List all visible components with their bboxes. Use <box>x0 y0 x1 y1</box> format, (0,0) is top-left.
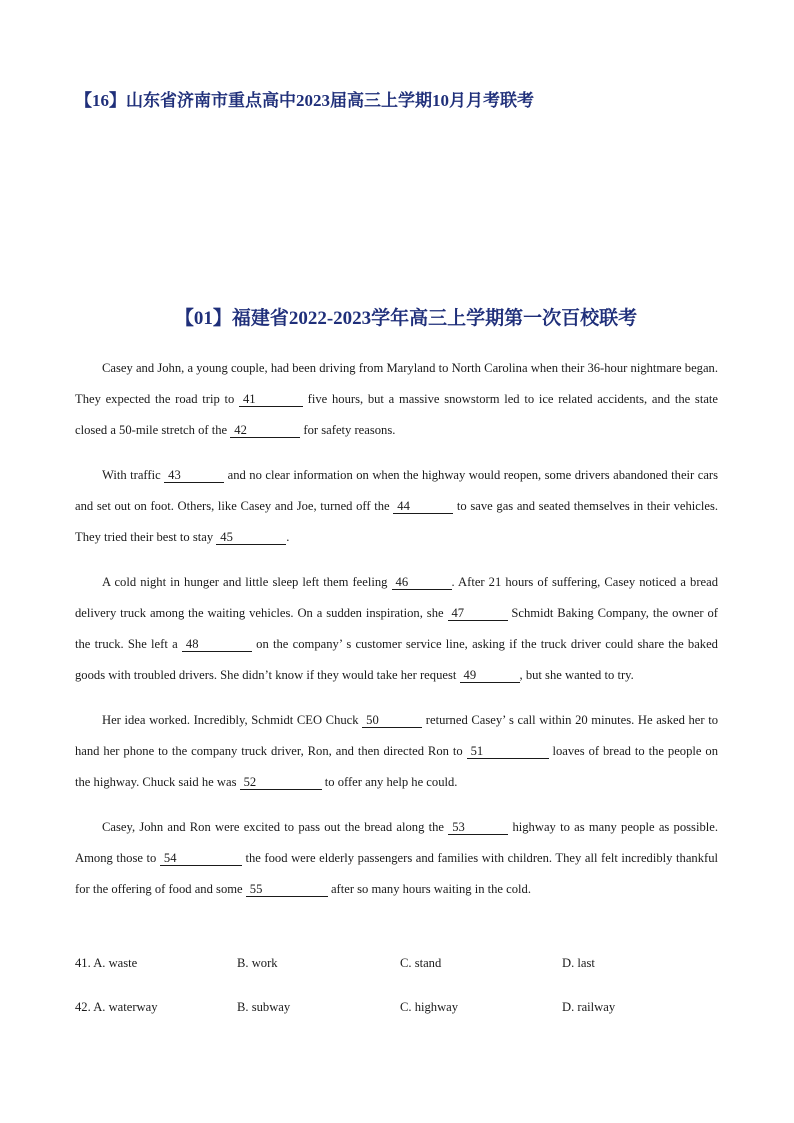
blank-43: 43 <box>164 468 224 483</box>
paragraph-text: the food were elderly passengers and families with children. They all felt incredibly thankful for the offering of food and some <box>75 851 718 896</box>
paragraph-text: With traffic <box>102 468 165 482</box>
paragraph-text: highway to as many people as possible. Among those to <box>75 820 718 865</box>
option-42-a: 42. A. waterway <box>75 1000 158 1014</box>
passage-paragraph-5 <box>75 812 718 905</box>
paragraph-text: . <box>286 530 290 544</box>
blank-52: 52 <box>240 775 322 790</box>
paragraph-text: and no clear information on when the highway would reopen, some drivers abandoned their cars and set out on foot. Others, like Casey and Joe, turned off the <box>75 468 718 513</box>
blank-42: 42 <box>230 423 300 438</box>
paragraph-text: returned Casey’ s call within 20 minutes. He asked her to hand her phone to the company truck driver, Ron, and then directed Ron to <box>75 713 718 758</box>
paragraph-text: on the company’ s customer service line, asking if the truck driver could share the baked goods with troubled drivers. She didn’t know if they would take her request <box>75 637 718 682</box>
blank-45: 45 <box>216 530 286 545</box>
blank-55: 55 <box>246 882 328 897</box>
blank-47: 47 <box>448 606 508 621</box>
blank-50: 50 <box>362 713 422 728</box>
paragraph-text: Her idea worked. Incredibly, Schmidt CEO Chuck <box>102 713 363 727</box>
paragraph-text: Casey and John, a young couple, had been driving from Maryland to North Carolina when their 36-hour nightmare began. They expected the road trip to <box>75 361 718 406</box>
blank-41: 41 <box>239 392 303 407</box>
option-41-a: 41. A. waste <box>75 956 138 970</box>
blank-54: 54 <box>160 851 242 866</box>
paragraph-text: after so many hours waiting in the cold. <box>327 882 532 896</box>
paragraph-text: Casey, John and Ron were excited to pass out the bread along the <box>102 820 449 834</box>
option-42-c: C. highway <box>400 1000 459 1014</box>
blank-48: 48 <box>182 637 252 652</box>
blank-49: 49 <box>460 668 520 683</box>
blank-46: 46 <box>392 575 452 590</box>
option-41-b: B. work <box>237 956 278 970</box>
option-42-b: B. subway <box>237 1000 291 1014</box>
option-42-d: D. railway <box>562 1000 616 1014</box>
blank-53: 53 <box>448 820 508 835</box>
blank-44: 44 <box>393 499 453 514</box>
section-heading-01: 【01】福建省2022-2023学年高三上学期第一次百校联考 <box>174 308 638 329</box>
paragraph-text: to offer any help he could. <box>321 775 458 789</box>
paragraph-text: A cold night in hunger and little sleep left them feeling <box>102 575 392 589</box>
option-41-d: D. last <box>562 956 595 970</box>
paragraph-text: , but she wanted to try. <box>519 668 634 682</box>
passage-paragraph-3 <box>75 567 718 691</box>
blank-51: 51 <box>467 744 549 759</box>
passage-paragraph-2 <box>75 460 718 553</box>
paragraph-text: for safety reasons. <box>300 423 396 437</box>
question-41-options <box>75 948 735 992</box>
paragraph-text: to save gas and seated themselves in their vehicles. They tried their best to stay <box>75 499 718 544</box>
paragraph-text: loaves of bread to the people on the highway. Chuck said he was <box>75 744 719 789</box>
paragraph-text: Schmidt Baking Company, the owner of the truck. She left a <box>75 606 718 651</box>
paragraph-text: five hours, but a massive snowstorm led to ice related accidents, and the state closed a 50-mile stretch of the <box>75 392 718 437</box>
paragraph-text: . After 21 hours of suffering, Casey noticed a bread delivery truck among the waiting vehicles. On a sudden inspiration, she <box>75 575 718 620</box>
section-heading-16: 【16】山东省济南市重点高中2023届高三上学期10月月考联考 <box>75 91 534 110</box>
cloze-passage <box>75 353 718 919</box>
passage-paragraph-4 <box>75 705 718 798</box>
question-42-options <box>75 992 735 1036</box>
passage-paragraph-1 <box>75 353 718 446</box>
answer-options <box>75 948 735 1036</box>
option-41-c: C. stand <box>400 956 442 970</box>
